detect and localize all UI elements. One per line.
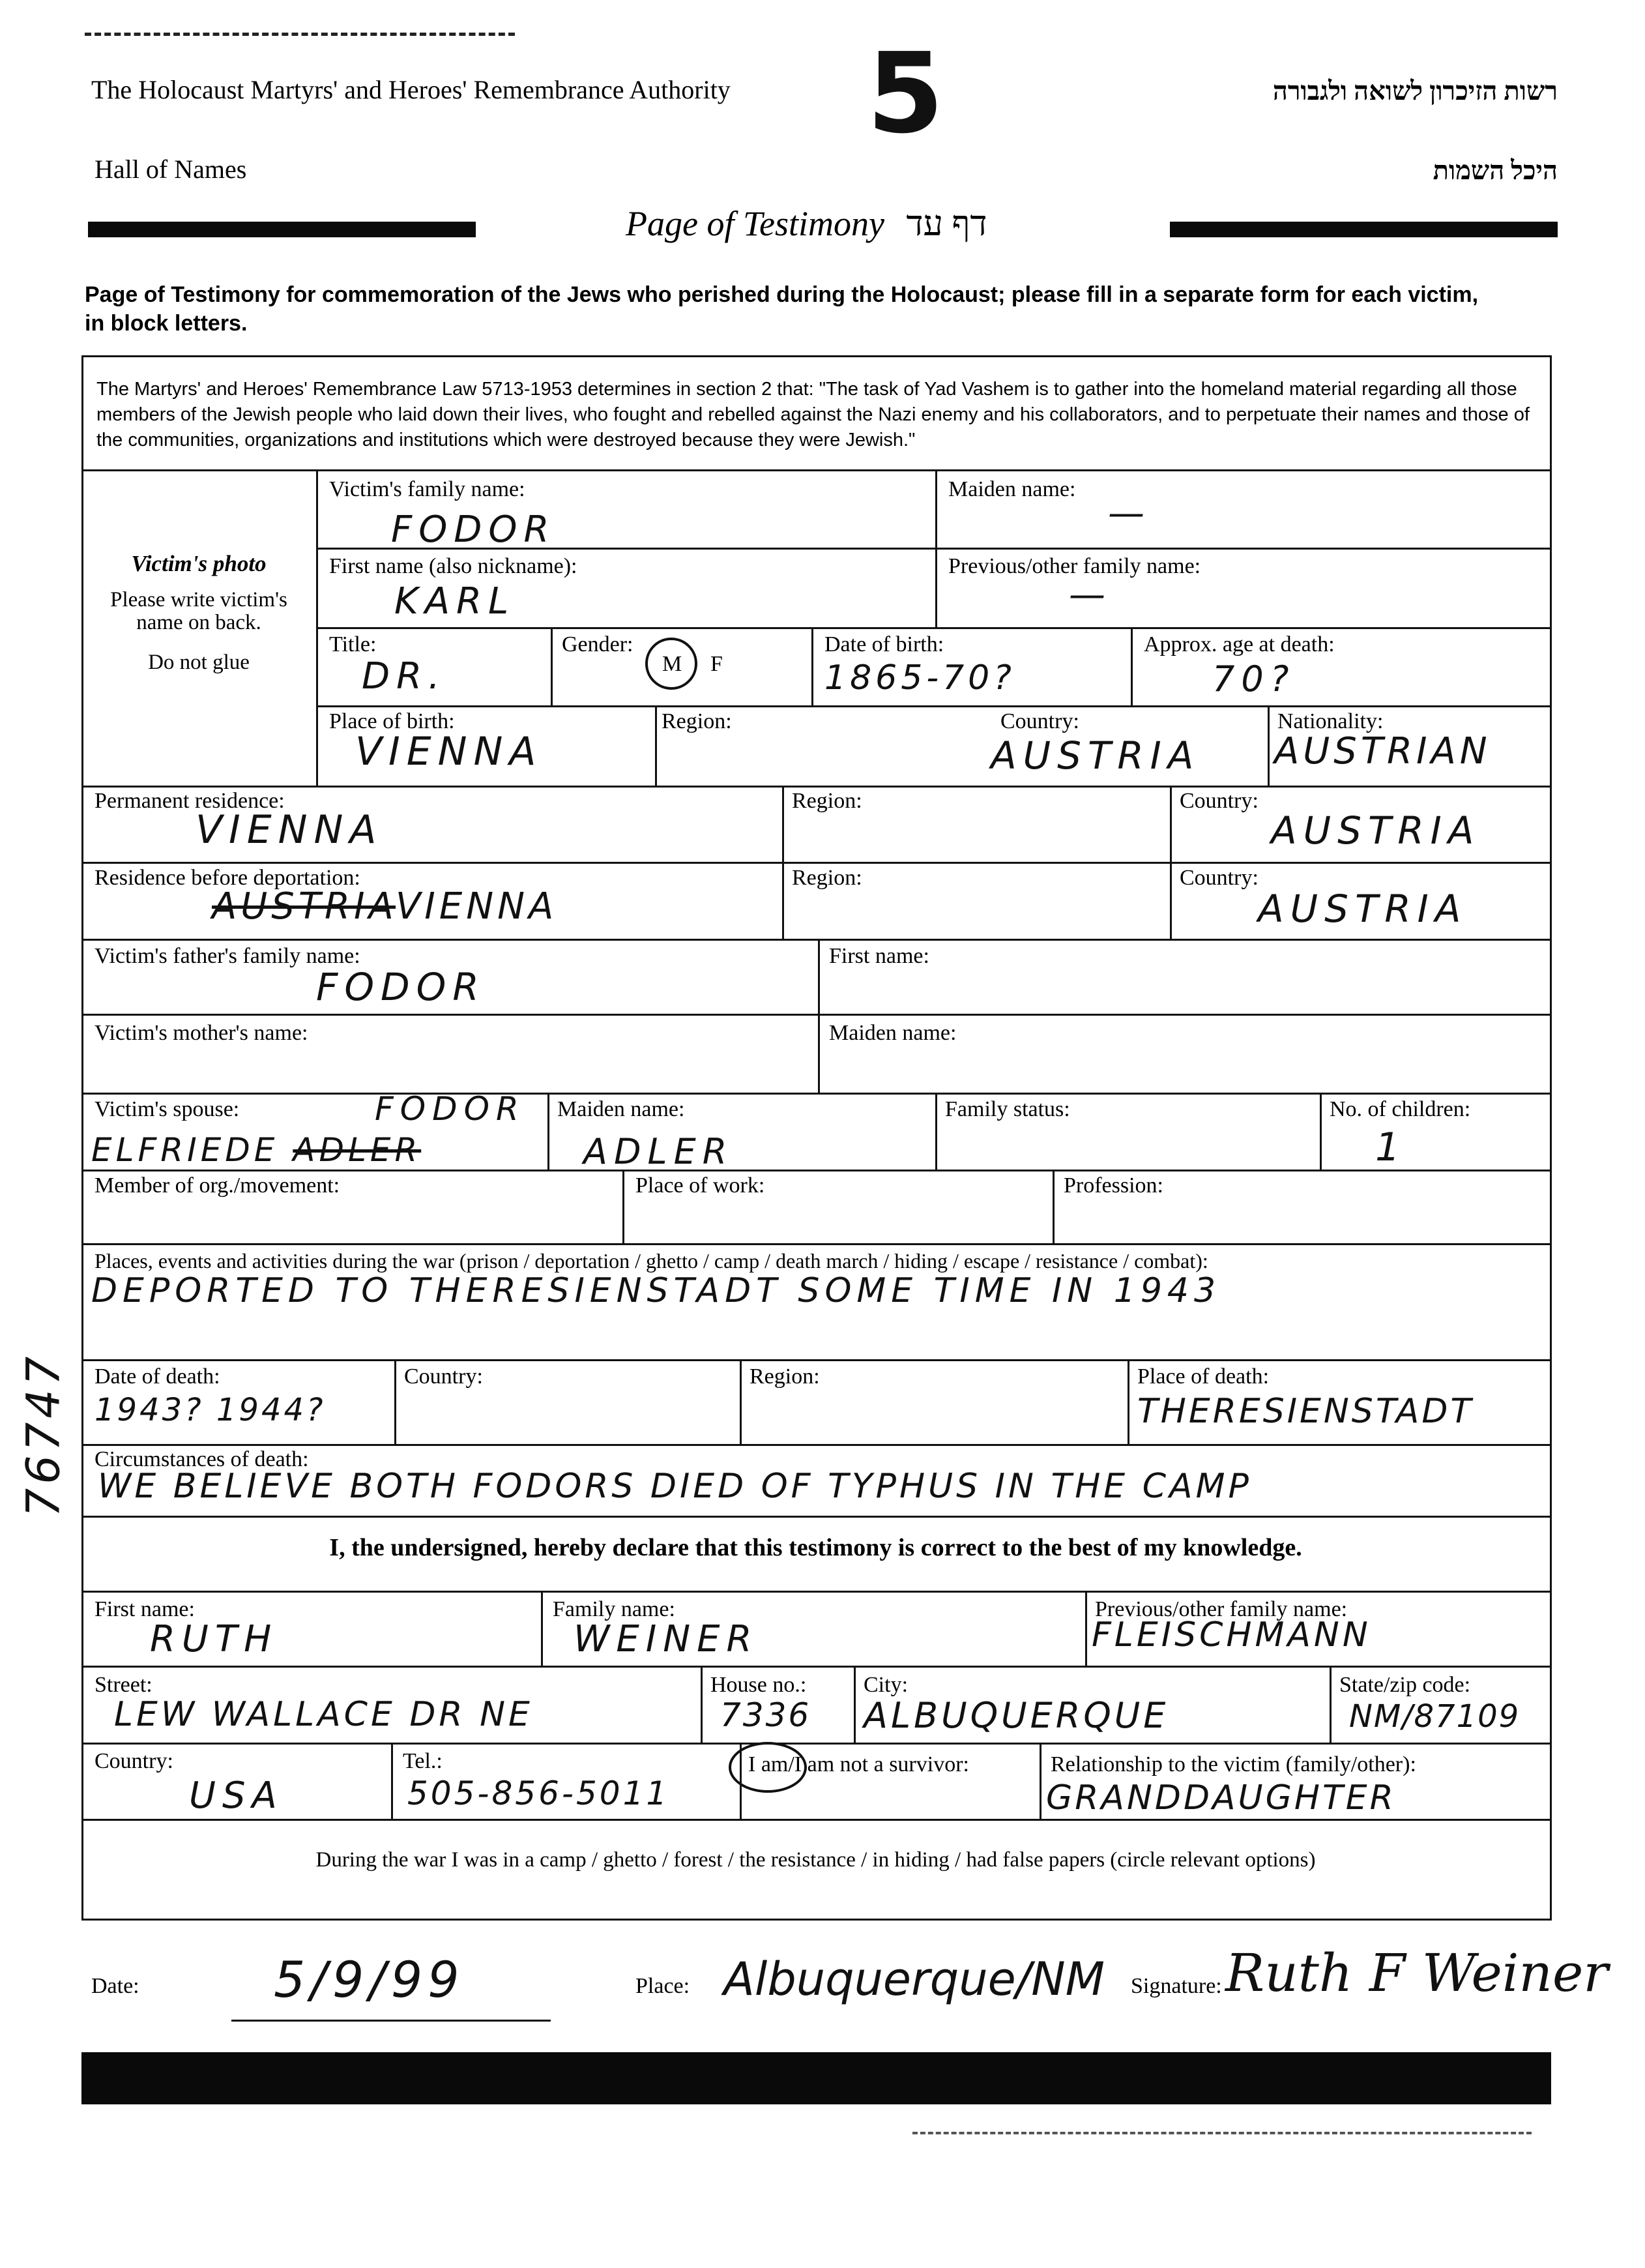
intro-text: Page of Testimony for commemoration of the Jews who perished during the Holocaust; please fill in a separate form for each victim, in block letters. xyxy=(85,282,1479,336)
photo-no-glue: Do not glue xyxy=(148,651,250,675)
victim-country-of-birth[interactable]: AUSTRIA xyxy=(991,733,1201,778)
page-title-en: Page of Testimony xyxy=(626,204,884,243)
header-bar-left xyxy=(88,222,476,237)
spouse-struck-name: ADLER xyxy=(293,1131,422,1169)
photo-title: Victim's photo xyxy=(131,551,267,576)
victim-family-name[interactable]: FODOR xyxy=(391,508,556,551)
submitter-family-name[interactable]: WEINER xyxy=(574,1618,759,1660)
permanent-residence[interactable]: VIENNA xyxy=(196,807,383,853)
header-bar-right xyxy=(1170,222,1558,237)
spouse-first-name: ELFRIEDE xyxy=(91,1131,279,1169)
page-title xyxy=(626,203,987,244)
submitter-city[interactable]: ALBUQUERQUE xyxy=(864,1695,1169,1736)
declaration: I, the undersigned, hereby declare that this testimony is correct to the best of my knowledge. xyxy=(329,1534,1302,1561)
law-text: The Martyrs' and Heroes' Remembrance Law 5713-1953 determines in section 2 that: "The task of Yad Vashem is to gather into the homeland material regarding all those members of the Jewish people who laid down their lives, who fought and rebelled against the Nazi enemy and his collaborators, and to perpetuate their names and those of the communities, organizations and institutions which were destroyed because they were Jewish." xyxy=(96,379,1530,450)
signature-date[interactable]: 5/9/99 xyxy=(274,1951,465,2009)
submitter-state-zip[interactable]: NM/87109 xyxy=(1349,1698,1521,1735)
residence-before-deportation[interactable] xyxy=(212,885,557,928)
submitter-country[interactable]: USA xyxy=(189,1775,284,1817)
hall-of-names-he: היכל השמות xyxy=(1433,156,1558,185)
page-title-he: דף עד xyxy=(906,204,987,243)
org-name-he: רשות הזיכרון לשואה ולגבורה xyxy=(1272,76,1558,106)
date-of-death[interactable]: 1943? 1944? xyxy=(95,1392,326,1428)
submitter-relationship[interactable]: GRANDDAUGHTER xyxy=(1046,1778,1396,1818)
footer-dashes xyxy=(912,2132,1532,2134)
photo-instruction: Please write victim's name on back. xyxy=(110,588,287,634)
victim-date-of-birth[interactable]: 1865-70? xyxy=(824,658,1015,698)
submitter-house-number[interactable]: 7336 xyxy=(720,1696,811,1734)
signature-place[interactable]: Albuquerque/NM xyxy=(723,1952,1105,2006)
place-of-death[interactable]: THERESIENSTADT xyxy=(1137,1392,1474,1431)
number-of-children[interactable]: 1 xyxy=(1375,1125,1407,1170)
footer-bar xyxy=(81,2052,1551,2104)
hall-of-names-en: Hall of Names xyxy=(95,155,247,184)
spouse-name[interactable] xyxy=(91,1131,421,1169)
spouse-maiden-name[interactable]: ADLER xyxy=(583,1131,734,1172)
victim-first-name[interactable]: KARL xyxy=(394,580,516,623)
signature[interactable]: Ruth F Weiner xyxy=(1225,1943,1609,2003)
top-dashes xyxy=(85,33,515,36)
war-events[interactable]: DEPORTED TO THERESIENSTADT SOME TIME IN 1943 xyxy=(91,1271,1221,1310)
victim-place-of-birth[interactable]: VIENNA xyxy=(355,729,543,774)
submitter-first-name[interactable]: RUTH xyxy=(150,1618,278,1660)
photo-box[interactable] xyxy=(88,551,310,675)
submitter-street[interactable]: LEW WALLACE DR NE xyxy=(114,1695,533,1734)
org-name-en: The Holocaust Martyrs' and Heroes' Remembrance Authority xyxy=(91,75,731,104)
victim-age-at-death[interactable]: 70? xyxy=(1212,658,1296,700)
residence-struck-out: AUSTRIA xyxy=(212,885,396,928)
submitter-previous-name[interactable]: FLEISCHMANN xyxy=(1092,1615,1371,1655)
victim-title[interactable]: DR. xyxy=(362,655,446,698)
residence-corrected: VIENNA xyxy=(396,885,558,928)
deportation-country[interactable]: AUSTRIA xyxy=(1258,887,1468,931)
war-experience-options[interactable]: During the war I was in a camp / ghetto / forest / the resistance / in hiding / had false papers (circle relevant options) xyxy=(315,1848,1316,1872)
margin-number: 76747 xyxy=(16,1352,70,1518)
father-family-name[interactable]: FODOR xyxy=(316,965,486,1009)
handwritten-mark: 5 xyxy=(867,29,944,158)
victim-previous-name[interactable]: — xyxy=(1069,574,1112,616)
submitter-telephone[interactable]: 505-856-5011 xyxy=(407,1775,670,1812)
spouse-family-name[interactable]: FODOR xyxy=(375,1090,525,1128)
victim-maiden-name[interactable]: — xyxy=(1108,492,1151,535)
victim-nationality[interactable]: AUSTRIAN xyxy=(1274,730,1491,773)
permanent-country[interactable]: AUSTRIA xyxy=(1271,808,1481,853)
survivor-label: I am/I am not a survivor: xyxy=(748,1752,969,1776)
circumstances-of-death[interactable]: WE BELIEVE BOTH FODORS DIED OF TYPHUS IN THE CAMP xyxy=(98,1467,1252,1506)
